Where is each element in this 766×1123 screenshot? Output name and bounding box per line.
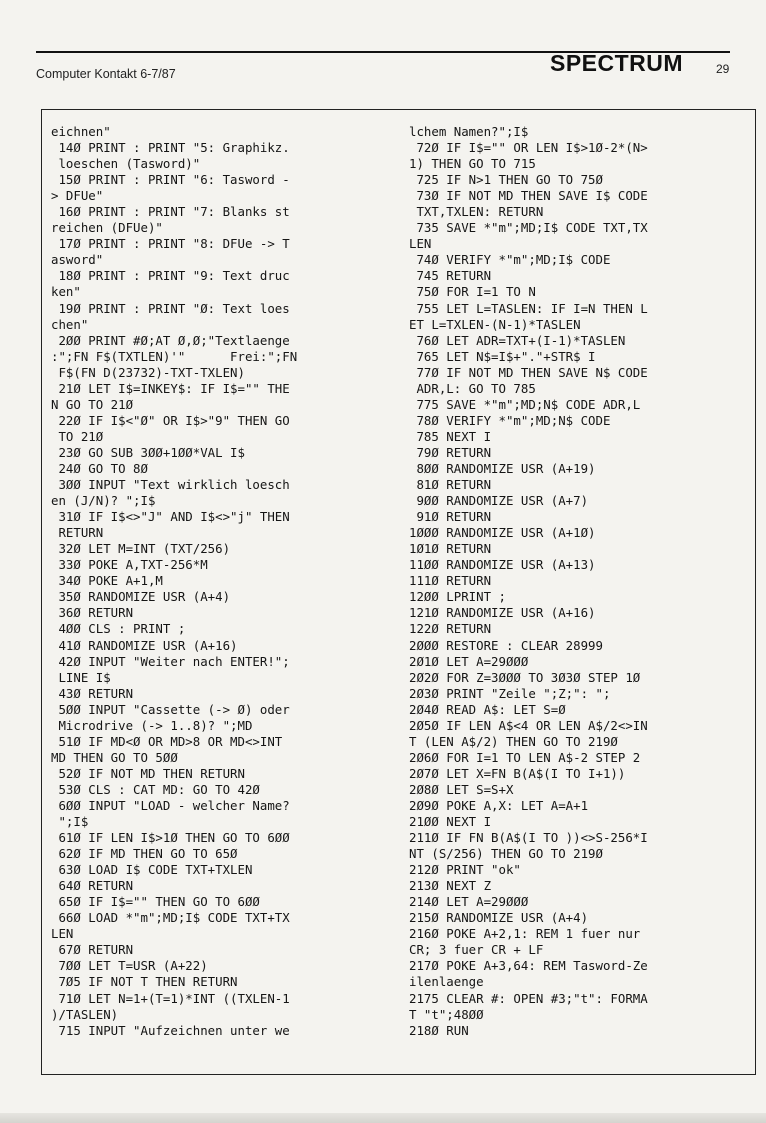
code-line: 32Ø LET M=INT (TXT/256): [51, 541, 231, 557]
code-line: )/TASLEN): [51, 1006, 119, 1022]
code-line: > DFUe": [51, 188, 104, 204]
code-line: ET L=TXLEN-(N-1)*TASLEN: [409, 316, 581, 332]
code-line: 2Ø8Ø LET S=S+X: [409, 781, 514, 797]
code-line: 75Ø FOR I=1 TO N: [409, 284, 536, 300]
code-line: LEN: [409, 236, 432, 252]
code-line: chen": [51, 316, 89, 332]
code-line: 111Ø RETURN: [409, 573, 492, 589]
code-line: MD THEN GO TO 5ØØ: [51, 749, 178, 765]
code-line: 41Ø RANDOMIZE USR (A+16): [51, 637, 238, 653]
code-line: 15Ø PRINT : PRINT "6: Tasword -: [51, 172, 290, 188]
code-line: 2175 CLEAR #: OPEN #3;"t": FORMA: [409, 990, 648, 1006]
code-line: 7ØØ LET T=USR (A+22): [51, 958, 208, 974]
code-line: 67Ø RETURN: [51, 942, 134, 958]
code-line: 2ØØØ RESTORE : CLEAR 28999: [409, 637, 603, 653]
code-line: TXT,TXLEN: RETURN: [409, 204, 544, 220]
code-line: 213Ø NEXT Z: [409, 878, 492, 894]
code-line: 745 RETURN: [409, 268, 492, 284]
code-line: 79Ø RETURN: [409, 444, 492, 460]
code-line: T (LEN A$/2) THEN GO TO 219Ø: [409, 733, 618, 749]
code-line: 81Ø RETURN: [409, 477, 492, 493]
code-line: 1Ø1Ø RETURN: [409, 541, 492, 557]
code-line: 16Ø PRINT : PRINT "7: Blanks st: [51, 204, 290, 220]
magazine-name: Computer Kontakt 6-7/87: [36, 67, 176, 81]
code-line: asword": [51, 252, 104, 268]
code-line: 2Ø6Ø FOR I=1 TO LEN A$-2 STEP 2: [409, 749, 641, 765]
code-line: 215Ø RANDOMIZE USR (A+4): [409, 910, 589, 926]
code-line: 91Ø RETURN: [409, 509, 492, 525]
code-line: 2Ø5Ø IF LEN A$<4 OR LEN A$/2<>IN: [409, 717, 648, 733]
code-line: 2Ø1Ø LET A=29ØØØ: [409, 653, 529, 669]
code-line: ";I$: [51, 814, 89, 830]
code-line: 6ØØ INPUT "LOAD - welcher Name?: [51, 797, 290, 813]
code-line: eichnen": [51, 124, 111, 139]
code-line: 24Ø GO TO 8Ø: [51, 460, 148, 476]
code-line: 18Ø PRINT : PRINT "9: Text druc: [51, 268, 290, 284]
code-line: 21ØØ NEXT I: [409, 814, 492, 830]
code-line: 2Ø4Ø READ A$: LET S=Ø: [409, 701, 566, 717]
code-line: 2Ø7Ø LET X=FN B(A$(I TO I+1)): [409, 765, 626, 781]
code-line: 4ØØ CLS : PRINT ;: [51, 621, 186, 637]
code-line: 62Ø IF MD THEN GO TO 65Ø: [51, 846, 238, 862]
code-line: en (J/N)? ";I$: [51, 493, 156, 509]
code-line: 53Ø CLS : CAT MD: GO TO 42Ø: [51, 781, 260, 797]
code-line: N GO TO 21Ø: [51, 396, 134, 412]
code-line: 77Ø IF NOT MD THEN SAVE N$ CODE: [409, 364, 648, 380]
code-line: 14Ø PRINT : PRINT "5: Graphikz.: [51, 140, 290, 156]
code-line: NT (S/256) THEN GO TO 219Ø: [409, 846, 603, 862]
code-line: 2Ø3Ø PRINT "Zeile ";Z;": ";: [409, 685, 611, 701]
code-line: 64Ø RETURN: [51, 878, 134, 894]
code-line: reichen (DFUe)": [51, 220, 163, 236]
code-line: LINE I$: [51, 669, 111, 685]
code-line: 36Ø RETURN: [51, 605, 134, 621]
listing-left-column: [51, 124, 371, 1039]
code-line: 1) THEN GO TO 715: [409, 156, 536, 172]
code-line: Microdrive (-> 1..8)? ";MD: [51, 717, 253, 733]
code-line: 2Ø2Ø FOR Z=3ØØØ TO 3Ø3Ø STEP 1Ø: [409, 669, 641, 685]
code-line: F$(FN D(23732)-TXT-TXLEN): [51, 364, 245, 380]
code-line: 1ØØØ RANDOMIZE USR (A+1Ø): [409, 525, 596, 541]
code-line: :";FN F$(TXTLEN)'" Frei:";FN: [51, 348, 298, 364]
code-line: 785 NEXT I: [409, 428, 492, 444]
code-line: 122Ø RETURN: [409, 621, 492, 637]
code-line: 78Ø VERIFY *"m";MD;N$ CODE: [409, 412, 611, 428]
code-line: 121Ø RANDOMIZE USR (A+16): [409, 605, 596, 621]
code-line: 42Ø INPUT "Weiter nach ENTER!";: [51, 653, 290, 669]
code-line: 9ØØ RANDOMIZE USR (A+7): [409, 493, 589, 509]
code-line: loeschen (Tasword)": [51, 156, 201, 172]
code-line: 2Ø9Ø POKE A,X: LET A=A+1: [409, 797, 589, 813]
code-line: 12ØØ LPRINT ;: [409, 589, 506, 605]
code-line: CR; 3 fuer CR + LF: [409, 942, 544, 958]
code-line: 66Ø LOAD *"m";MD;I$ CODE TXT+TX: [51, 910, 290, 926]
code-line: 35Ø RANDOMIZE USR (A+4): [51, 589, 231, 605]
code-line: 8ØØ RANDOMIZE USR (A+19): [409, 460, 596, 476]
code-line: 735 SAVE *"m";MD;I$ CODE TXT,TX: [409, 220, 648, 236]
code-line: 33Ø POKE A,TXT-256*M: [51, 557, 208, 573]
code-line: 22Ø IF I$<"Ø" OR I$>"9" THEN GO: [51, 412, 290, 428]
code-line: 51Ø IF MD<Ø OR MD>8 OR MD<>INT: [51, 733, 283, 749]
code-line: 31Ø IF I$<>"J" AND I$<>"j" THEN: [51, 509, 290, 525]
code-line: 725 IF N>1 THEN GO TO 75Ø: [409, 172, 603, 188]
code-line: 715 INPUT "Aufzeichnen unter we: [51, 1022, 290, 1038]
code-line: 2ØØ PRINT #Ø;AT Ø,Ø;"Textlaenge: [51, 332, 290, 348]
code-line: ken": [51, 284, 81, 300]
code-line: 11ØØ RANDOMIZE USR (A+13): [409, 557, 596, 573]
code-line: TO 21Ø: [51, 428, 104, 444]
code-line: 43Ø RETURN: [51, 685, 134, 701]
code-line: 216Ø POKE A+2,1: REM 1 fuer nur: [409, 926, 641, 942]
code-line: 19Ø PRINT : PRINT "Ø: Text loes: [51, 300, 290, 316]
page-number: 29: [716, 62, 730, 76]
code-line: 211Ø IF FN B(A$(I TO ))<>S-256*I: [409, 830, 648, 846]
code-line: 21Ø LET I$=INKEY$: IF I$="" THE: [51, 380, 290, 396]
code-line: 65Ø IF I$="" THEN GO TO 6ØØ: [51, 894, 260, 910]
code-line: 76Ø LET ADR=TXT+(I-1)*TASLEN: [409, 332, 626, 348]
code-line: 17Ø PRINT : PRINT "8: DFUe -> T: [51, 236, 290, 252]
code-line: 34Ø POKE A+1,M: [51, 573, 163, 589]
code-line: lchem Namen?";I$: [409, 124, 529, 139]
code-line: T "t";48ØØ: [409, 1006, 484, 1022]
code-line: 7Ø5 IF NOT T THEN RETURN: [51, 974, 238, 990]
code-line: 755 LET L=TASLEN: IF I=N THEN L: [409, 300, 648, 316]
code-line: 775 SAVE *"m";MD;N$ CODE ADR,L: [409, 396, 641, 412]
code-line: 5ØØ INPUT "Cassette (-> Ø) oder: [51, 701, 290, 717]
code-line: 212Ø PRINT "ok": [409, 862, 521, 878]
code-line: 63Ø LOAD I$ CODE TXT+TXLEN: [51, 862, 253, 878]
code-line: 71Ø LET N=1+(T=1)*INT ((TXLEN-1: [51, 990, 290, 1006]
code-line: 73Ø IF NOT MD THEN SAVE I$ CODE: [409, 188, 648, 204]
section-title: SPECTRUM: [550, 50, 684, 76]
code-line: 61Ø IF LEN I$>1Ø THEN GO TO 6ØØ: [51, 830, 290, 846]
code-line: 52Ø IF NOT MD THEN RETURN: [51, 765, 245, 781]
listing-right-column: [409, 124, 729, 1039]
code-line: LEN: [51, 926, 74, 942]
code-line: 765 LET N$=I$+"."+STR$ I: [409, 348, 596, 364]
code-line: ADR,L: GO TO 785: [409, 380, 536, 396]
page-bottom-edge: [0, 1113, 766, 1123]
code-line: 23Ø GO SUB 3ØØ+1ØØ*VAL I$: [51, 444, 245, 460]
code-line: 217Ø POKE A+3,64: REM Tasword-Ze: [409, 958, 648, 974]
code-line: 3ØØ INPUT "Text wirklich loesch: [51, 477, 290, 493]
code-line: 214Ø LET A=29ØØØ: [409, 894, 529, 910]
code-line: 72Ø IF I$="" OR LEN I$>1Ø-2*(N>: [409, 140, 648, 156]
code-line: RETURN: [51, 525, 104, 541]
code-line: 74Ø VERIFY *"m";MD;I$ CODE: [409, 252, 611, 268]
code-line: 218Ø RUN: [409, 1022, 469, 1038]
code-line: ilenlaenge: [409, 974, 484, 990]
